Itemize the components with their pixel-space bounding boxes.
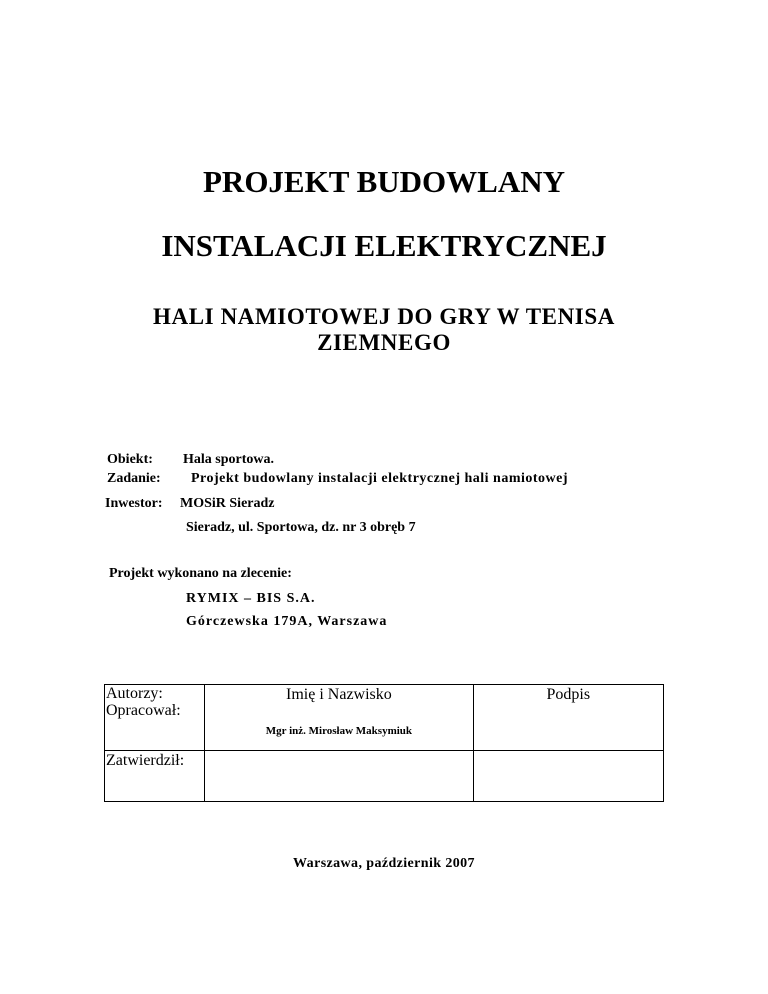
opracowal-name: Mgr inż. Mirosław Maksymiuk [265,725,413,737]
name-cell [205,685,473,751]
opracowal-label: Opracował: [106,702,181,719]
authors-table [104,684,664,802]
header-name: Imię i Nazwisko [286,686,392,703]
obiekt-value: Hala sportowa. [183,452,274,467]
inwestor-value: MOSiR Sieradz [180,496,275,511]
commission-address: Górczewska 179A, Warszawa [186,614,388,629]
autorzy-label: Autorzy: [106,685,163,702]
footer-place-date: Warszawa, październik 2007 [293,856,475,871]
inwestor-label: Inwestor: [105,496,163,511]
zadanie-label: Zadanie: [107,471,161,486]
header-signature: Podpis [546,686,591,703]
table-row [105,751,664,802]
zadanie-value: Projekt budowlany instalacji elektrycznej hali namiotowej [191,471,569,486]
title-line1: PROJEKT BUDOWLANY [203,164,565,199]
subtitle-text: HALI NAMIOTOWEJ DO GRY W TENISA ZIEMNEGO [153,304,615,355]
commission-company: RYMIX – BIS S.A. [186,591,316,606]
commission-label: Projekt wykonano na zlecenie: [109,566,292,581]
zatwierdzil-signature-cell [473,751,663,802]
obiekt-label: Obiekt: [107,452,153,467]
authors-label-cell [105,685,205,751]
table-row [105,685,664,751]
zatwierdzil-label: Zatwierdził: [106,752,185,769]
zatwierdzil-name-cell [205,751,473,802]
subtitle [0,304,768,356]
signature-cell [473,685,663,751]
title-line2: INSTALACJI ELEKTRYCZNEJ [161,228,607,263]
zatwierdzil-label-cell [105,751,205,802]
inwestor-address: Sieradz, ul. Sportowa, dz. nr 3 obręb 7 [186,520,416,535]
